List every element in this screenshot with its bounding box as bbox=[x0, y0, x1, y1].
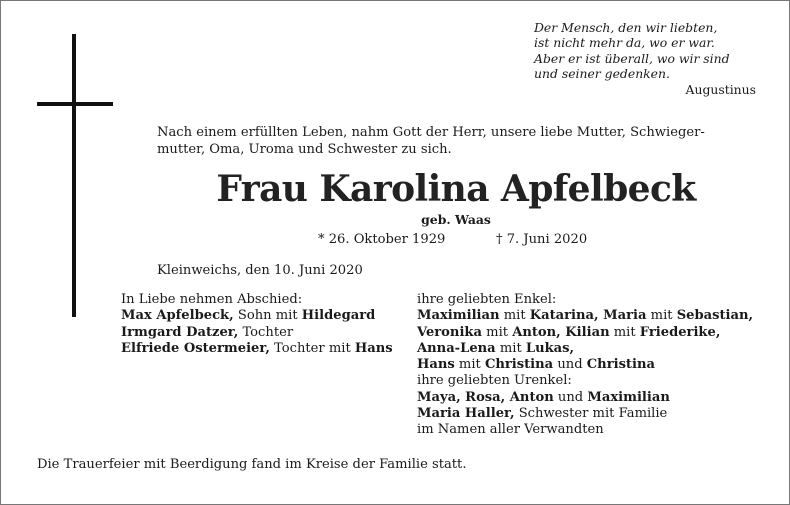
great-grandchildren-heading: ihre geliebten Urenkel: bbox=[417, 373, 572, 389]
mourner-name: Max Apfelbeck, bbox=[121, 308, 234, 324]
birth-date: * 26. Oktober 1929 bbox=[318, 232, 446, 247]
maiden-name: geb. Waas bbox=[421, 212, 491, 227]
cross-icon bbox=[72, 34, 76, 317]
mourner-line bbox=[417, 341, 767, 357]
connector: mit bbox=[495, 340, 526, 356]
mourner-name: Maya, Rosa, Anton bbox=[417, 389, 554, 405]
mourner-line bbox=[417, 390, 767, 406]
deceased-name: Frau Karolina Apfelbeck bbox=[216, 168, 696, 210]
funeral-note: Die Trauerfeier mit Beerdigung fand im Kreise der Familie statt. bbox=[37, 457, 467, 472]
mourner-name: Anton, Kilian bbox=[512, 324, 610, 340]
mourner-name: Christina bbox=[586, 357, 655, 373]
connector: mit bbox=[646, 308, 677, 324]
connector: mit bbox=[454, 357, 485, 373]
verse-line: Aber er ist überall, wo wir sind bbox=[534, 50, 730, 66]
connector: mit bbox=[499, 308, 530, 324]
intro-line: Nach einem erfüllten Leben, nahm Gott der Herr, unsere liebe Mutter, Schwieger- bbox=[157, 125, 705, 140]
connector: mit bbox=[609, 324, 640, 340]
mourner-partner: Hildegard bbox=[301, 308, 376, 324]
mourners-left bbox=[121, 292, 406, 357]
mourner-name: Maximilian bbox=[417, 308, 500, 324]
mourner-name: Lukas, bbox=[525, 340, 575, 356]
mourner-name: Friederike, bbox=[639, 324, 721, 340]
verse-author: Augustinus bbox=[685, 81, 756, 97]
mourner-line bbox=[121, 341, 406, 357]
place-and-date: Kleinweichs, den 10. Juni 2020 bbox=[157, 263, 363, 278]
mourner-name: Irmgard Datzer, bbox=[121, 324, 239, 340]
mourner-line bbox=[417, 308, 767, 324]
mourner-relation: Tochter mit bbox=[269, 340, 355, 356]
verse-line: Der Mensch, den wir liebten, bbox=[534, 20, 718, 35]
mourners-right bbox=[417, 292, 767, 439]
mourner-name: Anna-Lena bbox=[417, 340, 496, 356]
mourners-heading: In Liebe nehmen Abschied: bbox=[121, 292, 303, 307]
mourner-name: Christina bbox=[484, 357, 554, 373]
mourner-line bbox=[121, 325, 406, 341]
mourner-name: Maximilian bbox=[587, 389, 670, 405]
intro-text bbox=[157, 124, 757, 158]
mourner-name: Sebastian, bbox=[676, 308, 754, 324]
grandchildren-heading: ihre geliebten Enkel: bbox=[417, 292, 557, 307]
mourner-relation: Schwester mit Familie bbox=[514, 406, 668, 422]
death-date: † 7. Juni 2020 bbox=[496, 232, 588, 247]
mourner-line bbox=[121, 308, 406, 324]
verse-line: ist nicht mehr da, wo er war. bbox=[534, 35, 715, 51]
connector: und bbox=[553, 357, 587, 373]
connector: und bbox=[553, 389, 588, 405]
mourner-name: Hans bbox=[417, 357, 455, 373]
verse-line: und seiner gedenken. bbox=[534, 66, 670, 82]
memorial-verse bbox=[534, 20, 756, 97]
mourner-line bbox=[417, 325, 767, 341]
mourner-line bbox=[417, 406, 767, 422]
mourner-relation: Sohn mit bbox=[233, 308, 302, 324]
mourner-name: Elfriede Ostermeier, bbox=[121, 340, 270, 356]
mourner-name: Veronika bbox=[417, 324, 482, 340]
connector: mit bbox=[481, 324, 513, 340]
closing-line: im Namen aller Verwandten bbox=[417, 422, 604, 438]
mourner-line bbox=[417, 357, 767, 373]
mourner-name: Maria Haller, bbox=[417, 406, 515, 422]
cross-icon-bar bbox=[37, 102, 113, 106]
mourner-relation: Tochter bbox=[238, 324, 294, 340]
intro-line: mutter, Oma, Uroma und Schwester zu sich. bbox=[157, 142, 452, 157]
mourner-partner: Hans bbox=[354, 340, 393, 356]
mourner-name: Katarina, Maria bbox=[529, 308, 647, 324]
